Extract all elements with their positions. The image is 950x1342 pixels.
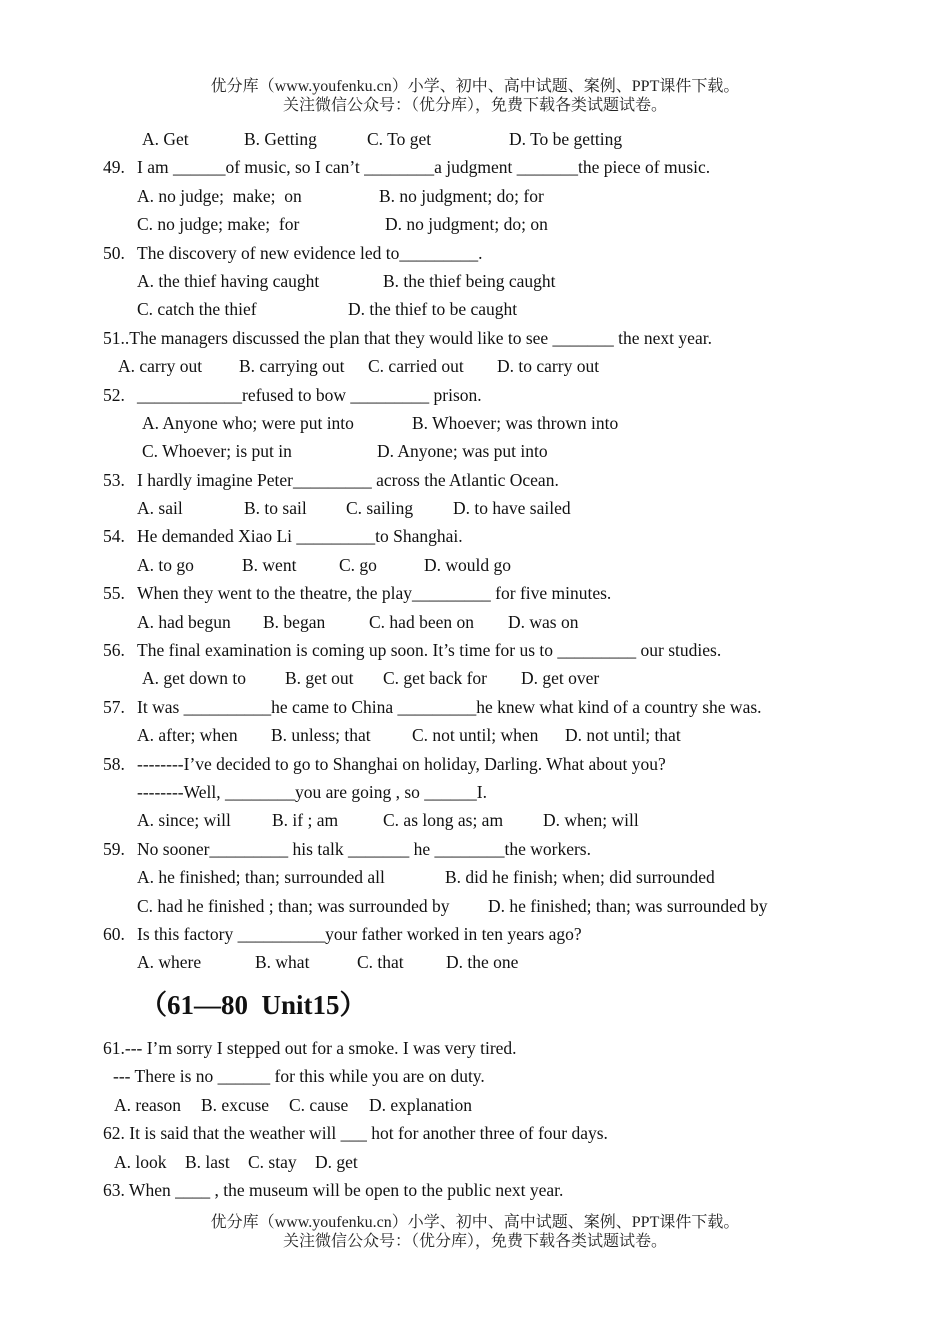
page-header <box>0 77 950 115</box>
text-segment: D. to have sailed <box>453 498 571 519</box>
text-segment: The discovery of new evidence led to_________. <box>137 242 483 263</box>
text-line <box>0 153 950 181</box>
text-segment: A. look <box>114 1151 167 1172</box>
text-segment: D. was on <box>508 611 579 632</box>
text-segment: 55. <box>103 583 125 604</box>
questions-block-2 <box>0 1034 950 1204</box>
text-line <box>0 1148 950 1176</box>
text-line <box>0 1034 950 1062</box>
text-line <box>0 636 950 664</box>
text-segment: A. sail <box>137 498 183 519</box>
text-line <box>0 437 950 465</box>
text-segment: D. no judgment; do; on <box>385 214 548 235</box>
text-segment: A. he finished; than; surrounded all <box>137 867 385 888</box>
text-segment: A. to go <box>137 554 194 575</box>
text-line <box>0 892 950 920</box>
text-line <box>0 579 950 607</box>
text-segment: D. Anyone; was put into <box>377 441 548 462</box>
text-segment: 62. It is said that the weather will ___ hot for another three of four days. <box>103 1123 608 1144</box>
text-segment: B. what <box>255 952 310 973</box>
text-segment: B. unless; that <box>271 725 371 746</box>
text-segment: No sooner_________ his talk _______ he ________the workers. <box>137 838 591 859</box>
text-segment: C. Whoever; is put in <box>142 441 292 462</box>
text-segment: A. Anyone who; were put into <box>142 412 354 433</box>
text-segment: C. carried out <box>368 356 464 377</box>
footer-line-2: 关注微信公众号：（优分库），免费下载各类试题试卷。 <box>282 1233 667 1250</box>
text-segment: Is this factory __________your father worked in ten years ago? <box>137 923 582 944</box>
text-segment: 58. <box>103 753 125 774</box>
text-segment: The final examination is coming up soon. It’s time for us to _________ our studies. <box>137 640 722 661</box>
text-segment: 52. <box>103 384 125 405</box>
text-segment: C. that <box>357 952 404 973</box>
text-segment: A. get down to <box>142 668 247 689</box>
text-line <box>0 806 950 834</box>
text-segment: C. as long as; am <box>383 810 504 831</box>
text-line <box>0 948 950 976</box>
text-segment: A. reason <box>114 1094 182 1115</box>
text-segment: C. get back for <box>383 668 487 689</box>
text-segment: C. stay <box>248 1151 297 1172</box>
text-segment: D. get over <box>521 668 600 689</box>
text-line <box>0 1062 950 1090</box>
text-segment: D. to carry out <box>497 356 600 377</box>
text-segment: A. the thief having caught <box>137 270 320 291</box>
text-line <box>0 664 950 692</box>
text-segment: 54. <box>103 526 125 547</box>
text-line <box>0 182 950 210</box>
text-segment: C. catch the thief <box>137 299 257 320</box>
page-footer <box>0 1213 950 1251</box>
text-segment: B. Getting <box>244 129 317 149</box>
text-segment: C. sailing <box>346 498 414 519</box>
text-segment: B. carrying out <box>239 356 345 377</box>
text-segment: A. no judge; make; on <box>137 185 302 206</box>
text-segment: B. began <box>263 611 326 632</box>
text-segment: A. since; will <box>137 810 231 831</box>
text-line <box>0 1176 950 1204</box>
text-line <box>0 835 950 863</box>
text-segment: A. where <box>137 952 202 973</box>
text-segment: 59. <box>103 838 125 859</box>
text-segment: When they went to the theatre, the play_________ for five minutes. <box>137 583 612 604</box>
text-segment: D. he finished; than; was surrounded by <box>488 895 768 916</box>
text-segment: D. explanation <box>369 1094 473 1115</box>
text-segment: --------I’ve decided to go to Shanghai on holiday, Darling. What about you? <box>137 753 666 774</box>
text-segment: C. go <box>339 554 377 575</box>
questions-block-1 <box>0 125 950 977</box>
text-line <box>0 409 950 437</box>
text-segment: B. excuse <box>201 1094 270 1115</box>
text-segment: B. Whoever; was thrown into <box>412 412 619 433</box>
text-segment: --------Well, ________you are going , so ______I. <box>137 781 487 802</box>
text-line <box>0 522 950 550</box>
text-segment: B. last <box>185 1151 230 1172</box>
text-segment: I hardly imagine Peter_________ across the Atlantic Ocean. <box>137 469 559 490</box>
text-line <box>0 721 950 749</box>
text-line <box>0 693 950 721</box>
text-segment: 56. <box>103 640 125 661</box>
text-line <box>0 210 950 238</box>
text-line <box>0 778 950 806</box>
text-segment: It was __________he came to China _________he knew what kind of a country she was. <box>137 696 762 717</box>
text-line <box>0 863 950 891</box>
text-segment: C. cause <box>289 1094 349 1115</box>
text-line <box>0 1091 950 1119</box>
text-segment: B. did he finish; when; did surrounded <box>445 867 715 888</box>
header-line-2: 关注微信公众号：（优分库），免费下载各类试题试卷。 <box>282 97 667 114</box>
text-segment: D. To be getting <box>509 129 623 149</box>
text-segment: D. the thief to be caught <box>348 299 518 320</box>
text-line <box>0 608 950 636</box>
text-segment: C. not until; when <box>412 725 539 746</box>
text-segment: B. no judgment; do; for <box>379 185 544 206</box>
text-line <box>0 352 950 380</box>
text-segment: I am ______of music, so I can’t ________a judgment _______the piece of music. <box>137 157 711 178</box>
text-segment: --- There is no ______ for this while you are on duty. <box>113 1066 485 1087</box>
text-segment: B. the thief being caught <box>383 270 556 291</box>
text-segment: 63. When ____ , the museum will be open to the public next year. <box>103 1179 564 1200</box>
text-segment: C. To get <box>367 129 432 149</box>
text-segment: 49. <box>103 157 125 178</box>
text-segment: B. went <box>242 554 297 575</box>
text-segment: 50. <box>103 242 125 263</box>
section-title: （61—80 Unit15） <box>140 990 367 1020</box>
text-segment: C. no judge; make; for <box>137 214 300 235</box>
text-segment: D. not until; that <box>565 725 681 746</box>
text-segment: A. had begun <box>137 611 231 632</box>
text-line <box>0 920 950 948</box>
text-segment: D. would go <box>424 554 512 575</box>
text-line <box>0 324 950 352</box>
text-segment: B. to sail <box>244 498 307 519</box>
text-line <box>0 381 950 409</box>
text-segment: D. when; will <box>543 810 639 831</box>
text-segment: ____________refused to bow _________ prison. <box>137 384 482 405</box>
text-line <box>0 750 950 778</box>
text-segment: 61.--- I’m sorry I stepped out for a smoke. I was very tired. <box>103 1038 517 1058</box>
text-line <box>0 494 950 522</box>
text-segment: C. had he finished ; than; was surrounded by <box>137 895 450 916</box>
text-line <box>0 1119 950 1147</box>
text-segment: A. carry out <box>118 356 203 377</box>
text-segment: A. Get <box>142 129 189 149</box>
text-segment: C. had been on <box>369 611 474 632</box>
header-line-1: 优分库（www.youfenku.cn）小学、初中、高中试题、案例、PPT课件下载。 <box>210 78 740 95</box>
text-line <box>0 267 950 295</box>
text-segment: He demanded Xiao Li _________to Shanghai. <box>137 526 463 547</box>
footer-line-1: 优分库（www.youfenku.cn）小学、初中、高中试题、案例、PPT课件下载。 <box>210 1214 740 1231</box>
text-segment: 51..The managers discussed the plan that they would like to see _______ the next year. <box>103 327 712 348</box>
text-line <box>0 239 950 267</box>
text-segment: B. if ; am <box>272 810 339 831</box>
text-segment: 53. <box>103 469 125 490</box>
text-line <box>0 551 950 579</box>
text-segment: 60. <box>103 923 125 944</box>
text-segment: A. after; when <box>137 725 238 746</box>
text-line <box>0 125 950 153</box>
text-segment: D. get <box>315 1151 358 1172</box>
text-segment: D. the one <box>446 952 519 973</box>
text-line <box>0 295 950 323</box>
text-segment: B. get out <box>285 668 354 689</box>
text-segment: 57. <box>103 696 125 717</box>
text-line <box>0 466 950 494</box>
